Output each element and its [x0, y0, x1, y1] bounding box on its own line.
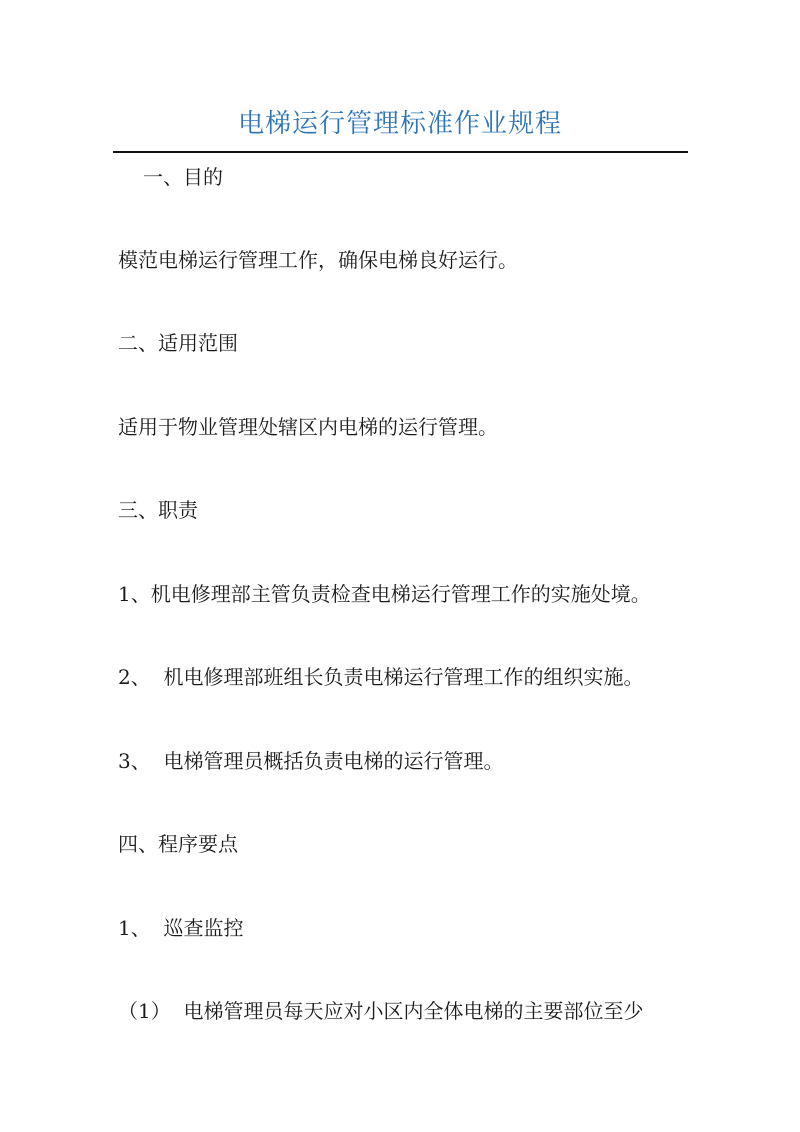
- paragraph-scope: 适用于物业管理处辖区内电梯的运行管理。: [118, 415, 498, 439]
- responsibility-item-1: 1、机电修理部主管负责检查电梯运行管理工作的实施处境。: [118, 582, 651, 606]
- heading-purpose: 一、目的: [143, 165, 223, 189]
- title-underline: [113, 151, 688, 153]
- procedure-subitem-1: （1） 电梯管理员每天应对小区内全体电梯的主要部位至少: [118, 999, 644, 1023]
- heading-responsibilities: 三、职责: [118, 498, 198, 522]
- paragraph-purpose: 模范电梯运行管理工作，确保电梯良好运行。: [118, 248, 518, 272]
- heading-scope: 二、适用范围: [118, 331, 238, 355]
- heading-procedure: 四、程序要点: [118, 832, 238, 856]
- responsibility-item-3: 3、 电梯管理员概括负责电梯的运行管理。: [118, 749, 504, 773]
- responsibility-item-2: 2、 机电修理部班组长负责电梯运行管理工作的组织实施。: [118, 665, 644, 689]
- procedure-item-1: 1、 巡查监控: [118, 916, 244, 940]
- document-title: 电梯运行管理标准作业规程: [237, 109, 562, 139]
